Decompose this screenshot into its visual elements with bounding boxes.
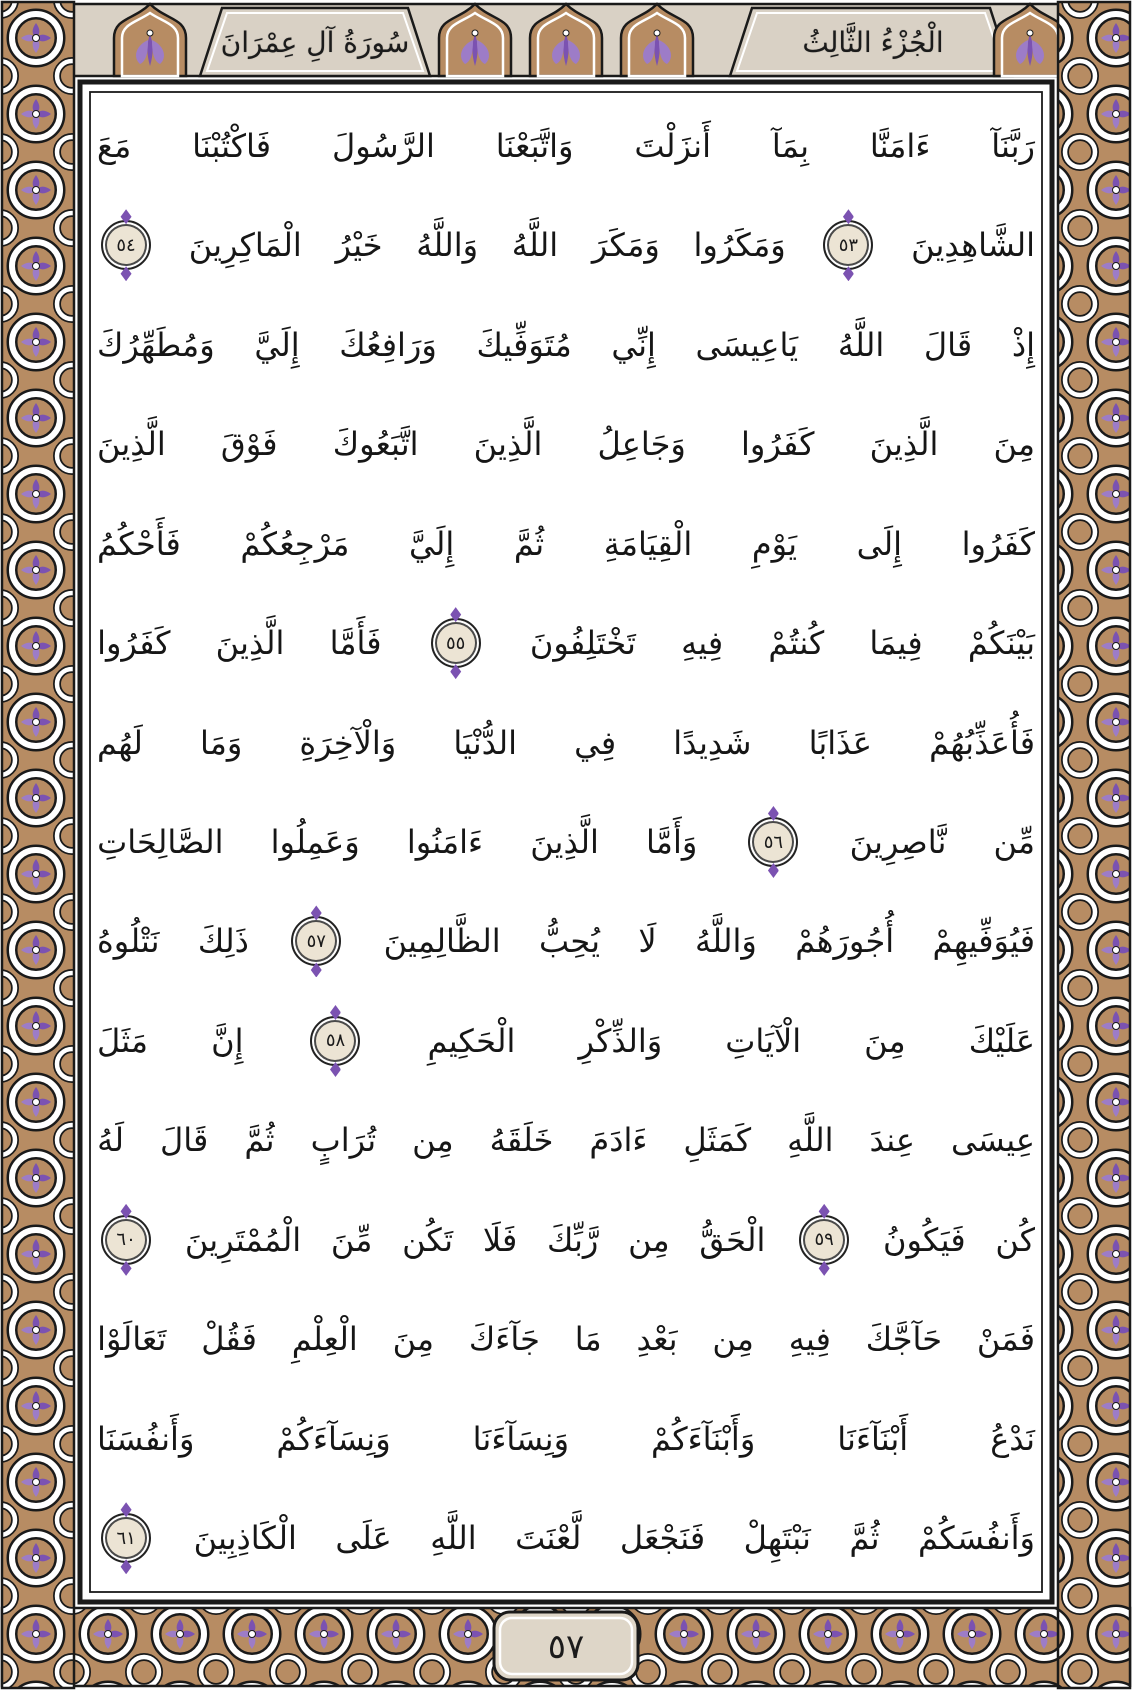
quran-word: يَاعِيسَى [695, 325, 799, 364]
quran-word: الَّذِينَ [473, 425, 543, 464]
quran-word: الْمَاكِرِينَ [188, 226, 302, 265]
quran-word: وَرَافِعُكَ [339, 325, 437, 364]
quran-word: فَأَمَّا [329, 624, 382, 663]
aya-marker: ٥٤ [101, 220, 151, 270]
quran-word: مَرْجِعُكُمْ [240, 524, 350, 563]
arabesque-border-right [1058, 2, 1130, 1688]
quran-word: وَجَاعِلُ [597, 425, 686, 464]
quran-word: مُتَوَفِّيكَ [476, 325, 572, 364]
quran-word: حَآجَّكَ [865, 1320, 942, 1359]
quran-word: الصَّالِحَاتِ [97, 823, 224, 862]
quran-word: نَدْعُ [990, 1419, 1035, 1458]
quran-line [97, 693, 1035, 792]
quran-word: إِنِّي [611, 325, 656, 364]
quran-line [97, 195, 1035, 294]
quran-word: تَكُن [402, 1220, 454, 1259]
quran-word: اتَّبَعُوكَ [332, 425, 419, 464]
aya-marker: ٥٧ [291, 916, 341, 966]
quran-word: إِنَّ [211, 1021, 244, 1060]
quran-word: فَيَكُونُ [882, 1220, 966, 1259]
quran-word: أُجُورَهُمْ [795, 922, 895, 961]
quran-word: لَهُ [97, 1121, 125, 1160]
quran-word: الرَّسُولَ [331, 126, 435, 165]
quran-word: كَفَرُوا [97, 624, 171, 663]
quran-word: كَفَرُوا [741, 425, 815, 464]
quran-line [97, 991, 1035, 1090]
quran-word: وَالذِّكْرِ [578, 1021, 663, 1060]
quran-lines [97, 96, 1035, 1588]
quran-word: مَا [574, 1320, 602, 1359]
quran-word: خَيْرُ [335, 226, 383, 265]
quran-word: الْمُمْتَرِينَ [184, 1220, 302, 1259]
quran-word: الْآيَاتِ [725, 1021, 802, 1060]
quran-word: الَّذِينَ [215, 624, 285, 663]
quran-word: ذَلِكَ [197, 922, 249, 961]
quran-word: لَّعْنَتَ [515, 1519, 582, 1558]
quran-word: الْحَكِيمِ [427, 1021, 516, 1060]
quran-word: كُنتُمْ [768, 624, 825, 663]
quran-word: الظَّالِمِينَ [383, 922, 501, 961]
quran-word: مِّنَ [330, 1220, 373, 1259]
quran-word: وَمَا [199, 723, 243, 762]
quran-word: وَأَبْنَآءَكُمْ [651, 1419, 756, 1458]
quran-word: مِنَ [392, 1320, 435, 1359]
quran-word: عَذَابًا [808, 723, 872, 762]
quran-word: وَاتَّبَعْنَا [495, 126, 574, 165]
quran-word: وَاللَّهُ [695, 922, 757, 961]
quran-line [97, 593, 1035, 692]
quran-word: ثُمَّ [513, 524, 545, 563]
quran-word: إِلَى [856, 524, 902, 563]
quran-word: اللَّهِ [787, 1121, 834, 1160]
quran-word: نَّاصِرِينَ [849, 823, 947, 862]
quran-word: كُن [995, 1220, 1035, 1259]
quran-word: قَالَ [923, 325, 973, 364]
quran-line [97, 1091, 1035, 1190]
quran-line [97, 295, 1035, 394]
quran-word: الَّذِينَ [97, 425, 166, 464]
arabesque-border-left [2, 2, 74, 1688]
quran-word: رَّبِّكَ [547, 1220, 599, 1259]
quran-word: وَنِسَآءَنَا [472, 1419, 570, 1458]
quran-word: الْعِلْمِ [291, 1320, 358, 1359]
aya-marker: ٥٩ [799, 1215, 849, 1265]
quran-word: الَّذِينَ [869, 425, 939, 464]
quran-word: وَأَمَّا [646, 823, 698, 862]
quran-word: مِنَ [864, 1021, 906, 1060]
quran-word: وَنِسَآءَكُمْ [276, 1419, 391, 1458]
quran-word: اللَّهُ [511, 226, 559, 265]
quran-line [97, 792, 1035, 891]
quran-word: إِلَيَّ [409, 524, 455, 563]
quran-word: قَالَ [160, 1121, 209, 1160]
quran-word: ءَادَمَ [589, 1121, 648, 1160]
quran-word: أَبْنَآءَنَا [837, 1419, 909, 1458]
aya-marker: ٥٦ [748, 817, 798, 867]
quran-word: شَدِيدًا [673, 723, 752, 762]
quran-word: يَوْمِ [751, 524, 798, 563]
quran-word: إِلَيَّ [254, 325, 300, 364]
quran-word: عَلَيْكَ [968, 1021, 1035, 1060]
quran-word: فَنَجْعَل [619, 1519, 706, 1558]
quran-word: نَبْتَهِلْ [743, 1519, 811, 1558]
quran-word: جَآءَكَ [468, 1320, 540, 1359]
quran-word: مِنَ [993, 425, 1035, 464]
quran-line [97, 1489, 1035, 1588]
quran-word: فِيهِ [788, 1320, 831, 1359]
quran-word: فَأَحْكُمُ [97, 524, 181, 563]
quran-word: ثُمَّ [244, 1121, 275, 1160]
quran-word: وَأَنفُسَنَا [97, 1419, 195, 1458]
quran-word: الْقِيَامَةِ [603, 524, 693, 563]
aya-marker: ٥٥ [431, 618, 481, 668]
quran-word: وَمَكَرُوا [693, 226, 786, 265]
quran-word: تَعَالَوْا [97, 1320, 167, 1359]
quran-word: بَيْنَكُمْ [967, 624, 1035, 663]
quran-word: أَنزَلْتَ [634, 126, 711, 165]
quran-word: إِذْ [1011, 325, 1035, 364]
quran-word: فَلَا [482, 1220, 518, 1259]
quran-word: الشَّاهِدِينَ [911, 226, 1035, 265]
quran-word: مَثَلَ [97, 1021, 149, 1060]
quran-line [97, 1389, 1035, 1488]
quran-word: وَمُطَهِّرُكَ [97, 325, 215, 364]
quran-word: كَفَرُوا [961, 524, 1035, 563]
quran-word: فِي [574, 723, 617, 762]
quran-line [97, 1190, 1035, 1289]
quran-word: مِن [412, 1121, 454, 1160]
quran-word: نَتْلُوهُ [97, 922, 160, 961]
juz-title: الْجُزْءُ الثَّالِثُ [802, 25, 944, 59]
aya-marker: ٦١ [101, 1513, 151, 1563]
quran-word: الْكَاذِبِينَ [193, 1519, 297, 1558]
surah-title: سُورَةُ آلِ عِمْرَانَ [220, 25, 410, 59]
quran-word: مَعَ [97, 126, 132, 165]
quran-word: اللَّهُ [837, 325, 885, 364]
quran-word: فِيمَا [869, 624, 923, 663]
quran-line [97, 96, 1035, 195]
quran-word: وَالْآخِرَةِ [299, 723, 397, 762]
quran-word: عَلَى [335, 1519, 392, 1558]
quran-word: ءَامَنَّا [869, 126, 931, 165]
quran-word: فَمَنْ [976, 1320, 1035, 1359]
quran-word: فَاكْتُبْنَا [192, 126, 272, 165]
quran-line [97, 892, 1035, 991]
quran-word: خَلَقَهُ [489, 1121, 554, 1160]
quran-word: الدُّنْيَا [453, 723, 518, 762]
quran-word: وَاللَّهُ [416, 226, 479, 265]
quran-word: مِّن [993, 823, 1035, 862]
quran-word: ءَامَنُوا [406, 823, 484, 862]
quran-word: فَأُعَذِّبُهُمْ [929, 723, 1035, 762]
quran-word: لَهُم [97, 723, 143, 762]
aya-marker: ٥٨ [310, 1016, 360, 1066]
quran-word: يُحِبُّ [538, 922, 600, 961]
quran-word: الْحَقُّ [699, 1220, 766, 1259]
quran-word: بِمَآ [771, 126, 809, 165]
quran-word: لَا [638, 922, 657, 961]
quran-word: تَخْتَلِفُونَ [529, 624, 636, 663]
quran-word: عِندَ [869, 1121, 916, 1160]
quran-line [97, 394, 1035, 493]
quran-word: وَمَكَرَ [591, 226, 660, 265]
quran-word: فَيُوَفِّيهِمْ [932, 922, 1035, 961]
quran-word: رَبَّنَآ [991, 126, 1035, 165]
quran-word: مِن [628, 1220, 670, 1259]
quran-word: الَّذِينَ [530, 823, 599, 862]
quran-word: فَقُلْ [201, 1320, 257, 1359]
quran-word: اللَّهِ [430, 1519, 477, 1558]
quran-line [97, 494, 1035, 593]
quran-line [97, 1290, 1035, 1389]
quran-word: بَعْدِ [636, 1320, 678, 1359]
quran-word: وَعَمِلُوا [270, 823, 360, 862]
quran-word: فَوْقَ [220, 425, 278, 464]
quran-word: وَأَنفُسَكُمْ [918, 1519, 1035, 1558]
quran-word: كَمَثَلِ [683, 1121, 752, 1160]
quran-word: عِيسَى [951, 1121, 1035, 1160]
quran-word: ثُمَّ [849, 1519, 880, 1558]
quran-word: فِيهِ [681, 624, 724, 663]
quran-word: مِن [712, 1320, 754, 1359]
aya-marker: ٦٠ [101, 1215, 151, 1265]
page-number: ٥٧ [547, 1627, 585, 1667]
quran-word: تُرَابٍ [310, 1121, 377, 1160]
aya-marker: ٥٣ [823, 220, 873, 270]
